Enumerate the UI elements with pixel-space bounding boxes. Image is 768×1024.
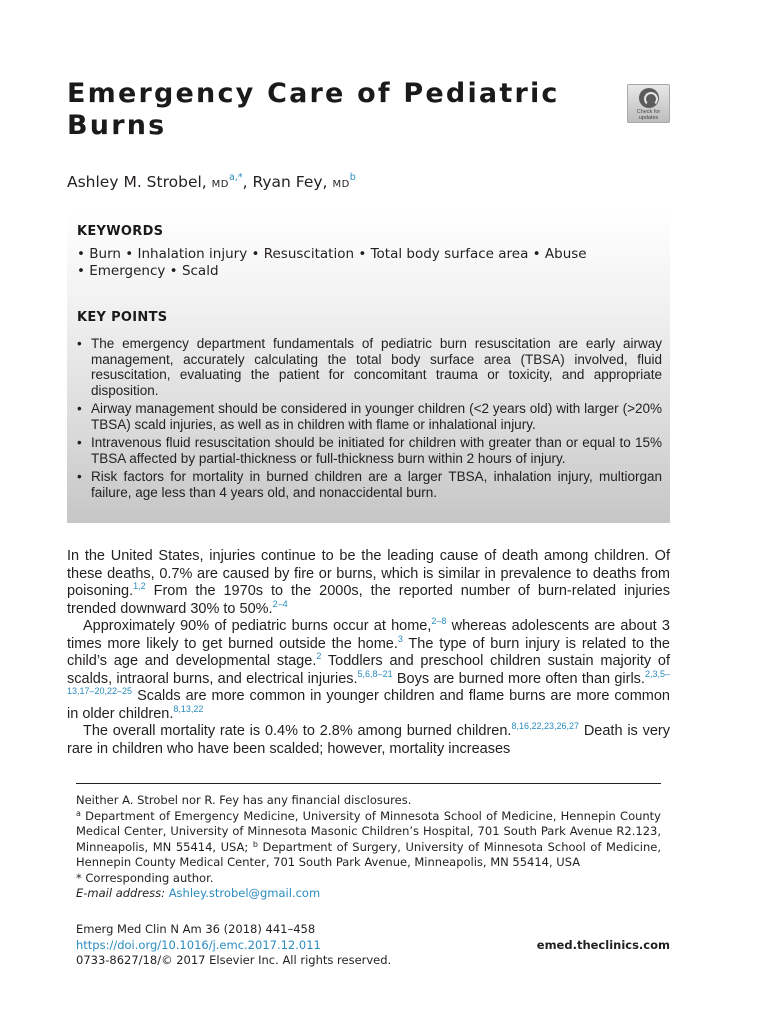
key-point-item: • Intravenous fluid resuscitation should be initiated for children with greater than or equal to 15% TBSA affected by partial-thickness or full-thickness burn within 2 hours of injury.: [77, 435, 662, 466]
author-1-degree: MD: [211, 179, 229, 190]
reference-link[interactable]: 5,6,8–21: [357, 668, 393, 679]
author-separator: ,: [242, 173, 253, 191]
key-point-item: • Risk factors for mortality in burned children are a larger TBSA, inhalation injury, multiorgan failure, age less than 4 years old, and nonaccidental burn.: [77, 469, 662, 500]
title-line-1: Emergency Care of Pediatric: [67, 78, 560, 109]
reference-link[interactable]: 1,2: [133, 581, 146, 591]
reference-link[interactable]: 3: [397, 633, 403, 644]
author-1-affiliation-link[interactable]: a,*: [228, 172, 243, 183]
reference-link[interactable]: 8,13,22: [173, 703, 204, 714]
reference-link[interactable]: 2,3,5–13,17–20,22–25: [67, 668, 670, 696]
author-1-name: Ashley M. Strobel,: [67, 173, 207, 191]
body-paragraph-1: In the United States, injuries continue to be the leading cause of death among children. Of these deaths, 0.7% are caused by fire or burns, which is similar in prevalence to deaths from poisoning.$^{1,2}$ From the 1970s to the 2000s, the reported number of burn-related injuries trended downward 30% to 50%.$^{2-4}$: [67, 548, 670, 617]
email-link[interactable]: Ashley.strobel@gmail.com: [168, 886, 321, 900]
author-2-affiliation-link[interactable]: b: [349, 172, 356, 183]
keywords-heading: KEYWORDS: [77, 224, 164, 239]
check-updates-icon: [639, 88, 659, 108]
copyright-line: 0733-8627/18/© 2017 Elsevier Inc. All rights reserved.: [76, 953, 392, 967]
title-line-2: Burns: [67, 110, 167, 141]
body-paragraph-2: Approximately 90% of pediatric burns occur at home,$^{2-8}$ whereas adolescents are about 3 times more likely to get burned outside the home.$^3$ The type of burn injury is related to the child’s age and developmental stage.$^2$ Toddlers and preschool children sustain majority of scalds, intraoral burns, and electrical injuries.$^{5,6,8-21}$ Boys are burned more often than girls.$^{2,3,5-13,17-20,22-25}$ Scalds are more common in younger children and flame burns are more common in older children.$^{8,13,22}$: [67, 616, 670, 722]
reference-link[interactable]: 2: [316, 651, 322, 661]
check-updates-label: Check for updates: [636, 109, 661, 121]
key-point-item: • Airway management should be considered in younger children (<2 years old) with larger (>20% TBSA) scald injuries, as well as in children with flame or inhalational injury.: [77, 401, 662, 432]
affiliations-note: $^a$ Department of Emergency Medicine, University of Minnesota School of Medicine, Hennepin County Medical Center, University of Minnesota Masonic Children’s Hospital, 701 South Park Avenue R2.123, Minneapolis, MN 55414, USA; $^b$ Department of Surgery, University of Minnesota School of Medicine, Hennepin County Medical Center, 701 South Park Avenue, Minneapolis, MN 55414, USA: [76, 808, 662, 869]
key-points-list: [77, 336, 662, 503]
footnote-divider: [76, 783, 661, 784]
keywords-line-2: • Emergency • Scald: [77, 263, 219, 279]
keywords-line-1: • Burn • Inhalation injury • Resuscitation • Total body surface area • Abuse: [77, 246, 587, 262]
author-list: [67, 172, 356, 191]
article-body: [67, 548, 670, 758]
corresponding-author-note: * Corresponding author.: [76, 870, 214, 885]
journal-site: emed.theclinics.com: [536, 938, 670, 952]
email-note: E-mail address: Ashley.strobel@gmail.com: [76, 886, 321, 900]
key-point-item: • The emergency department fundamentals of pediatric burn resuscitation are early airway management, accurately calculating the total body surface area (TBSA) involved, fluid resuscitation, evaluating the patient for concomitant trauma or toxicity, and appropriate disposition.: [77, 336, 662, 398]
disclosure-note: Neither A. Strobel nor R. Fey has any financial disclosures.: [76, 793, 412, 807]
key-points-heading: KEY POINTS: [77, 310, 168, 325]
article-title: [67, 78, 607, 142]
body-paragraph-3: The overall mortality rate is 0.4% to 2.8% among burned children.$^{8,16,22,23,26,27}$ Death is very rare in children who have been scalded; however, mortality increases: [67, 721, 670, 757]
author-2-name: Ryan Fey,: [252, 173, 328, 191]
reference-link[interactable]: 2–4: [272, 598, 288, 609]
reference-link[interactable]: 8,16,22,23,26,27: [511, 721, 580, 731]
doi-link[interactable]: https://doi.org/10.1016/j.emc.2017.12.011: [76, 937, 321, 952]
keywords-keypoints-box: [67, 212, 670, 523]
reference-link[interactable]: 2–8: [431, 616, 447, 626]
citation-block: [76, 922, 476, 969]
author-2-degree: MD: [332, 179, 350, 190]
journal-citation: Emerg Med Clin N Am 36 (2018) 441–458: [76, 922, 316, 936]
footnotes: [76, 793, 661, 902]
check-for-updates-button[interactable]: [627, 84, 670, 123]
